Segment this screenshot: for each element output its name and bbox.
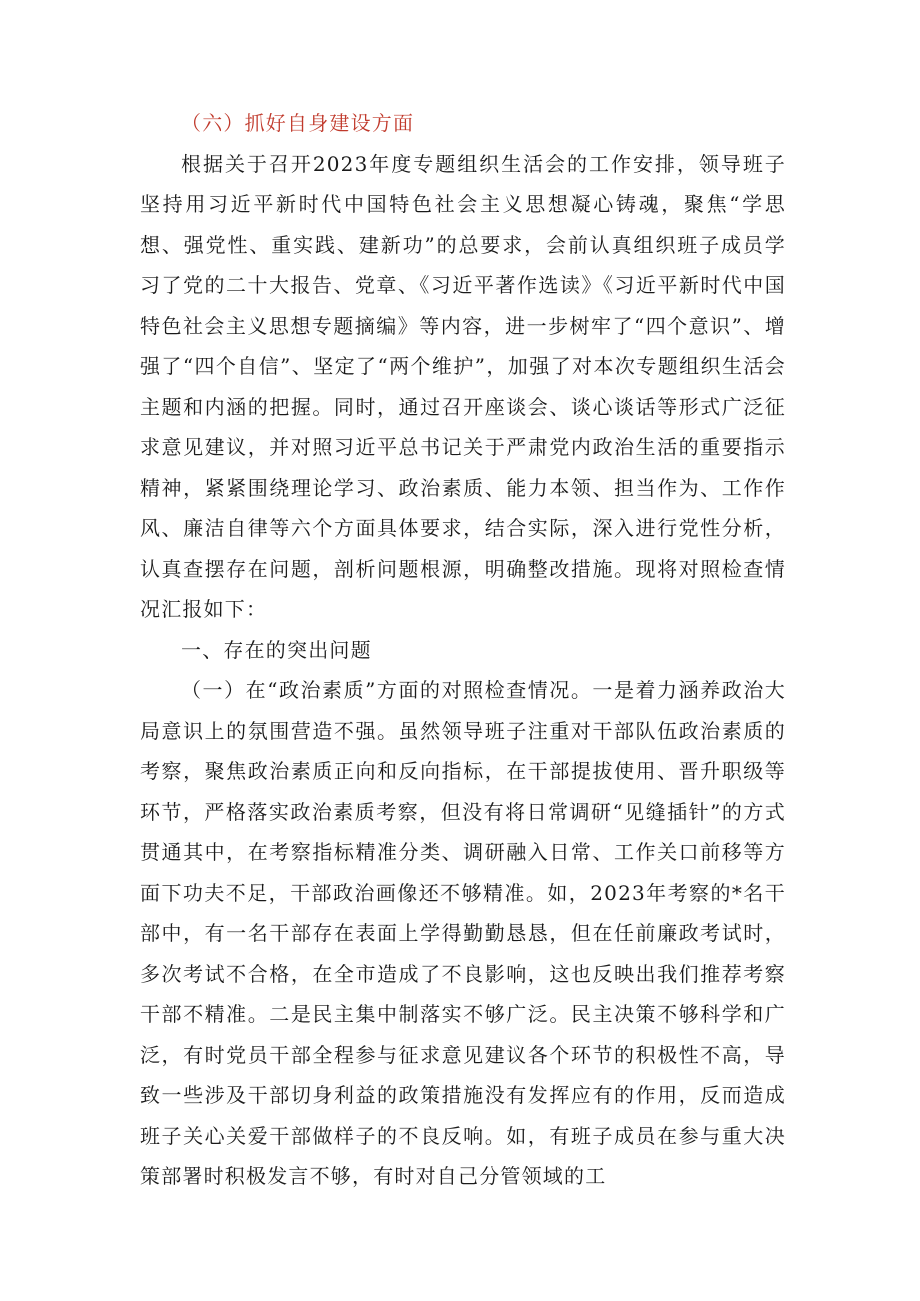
intro-paragraph: 根据关于召开2023年度专题组织生活会的工作安排，领导班子坚持用习近平新时代中国特色社会主义思想凝心铸魂，聚焦“学思想、强党性、重实践、建新功”的总要求，会前认真组织班子成员学习了党的二十大报告、党章、《习近平著作选读》《习近平新时代中国特色社会主义思想专题摘编》等内容，进一步树牢了“四个意识”、增强了“四个自信”、坚定了“两个维护”，加强了对本次专题组织生活会主题和内涵的把握。同时，通过召开座谈会、谈心谈话等形式广泛征求意见建议，并对照习近平总书记关于严肃党内政治生活的重要指示精神，紧紧围绕理论学习、政治素质、能力本领、担当作为、工作作风、廉洁自律等六个方面具体要求，结合实际，深入进行党性分析，认真查摆存在问题，剖析问题根源，明确整改措施。现将对照检查情况汇报如下： bbox=[140, 151, 786, 621]
body-paragraph: （一）在“政治素质”方面的对照检查情况。一是着力涵养政治大局意识上的氛围营造不强。虽然领导班子注重对干部队伍政治素质的考察，聚焦政治素质正向和反向指标，在干部提拔使用、晋升职级等环节，严格落实政治素质考察，但没有将日常调研“见缝插针”的方式贯通其中，在考察指标精准分类、调研融入日常、工作关口前移等方面下功夫不足，干部政治画像还不够精准。如，2023年考察的*名干部中，有一名干部存在表面上学得勤勤恳恳，但在任前廉政考试时，多次考试不合格，在全市造成了不良影响，这也反映出我们推荐考察干部不精准。二是民主集中制落实不够广泛。民主决策不够科学和广泛，有时党员干部全程参与征求意见建议各个环节的积极性不高，导致一些涉及干部切身利益的政策措施没有发挥应有的作用，反而造成班子关心关爱干部做样子的不良反响。如，有班子成员在参与重大决策部署时积极发言不够，有时对自己分管领域的工 bbox=[140, 678, 786, 1188]
subheading: 一、存在的突出问题 bbox=[181, 637, 372, 662]
section-heading: （六）抓好自身建设方面 bbox=[181, 111, 415, 135]
document-body bbox=[140, 103, 786, 1197]
